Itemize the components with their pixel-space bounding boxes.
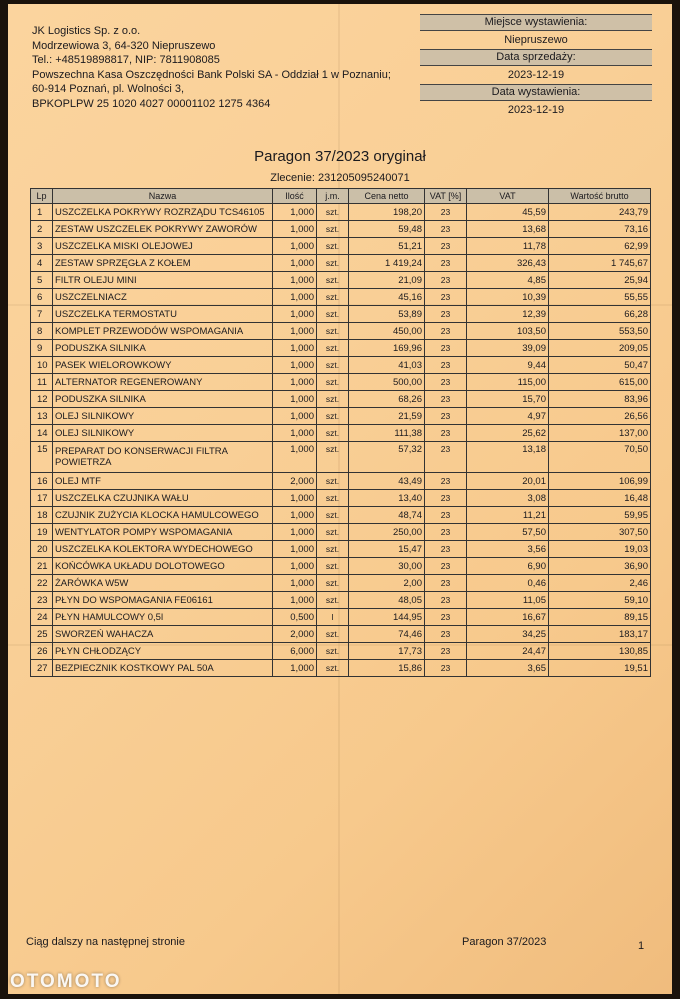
cell-lp: 4 <box>31 255 53 272</box>
cell-lp: 10 <box>31 357 53 374</box>
cell-name: ŻARÓWKA W5W <box>53 575 273 592</box>
cell-name: PODUSZKA SILNIKA <box>53 340 273 357</box>
cell-rate: 23 <box>425 323 467 340</box>
cell-gross: 2,46 <box>549 575 651 592</box>
cell-unit: szt. <box>317 272 349 289</box>
table-row <box>31 490 651 507</box>
cell-lp: 8 <box>31 323 53 340</box>
cell-qty: 1,000 <box>273 272 317 289</box>
cell-net: 51,21 <box>349 238 425 255</box>
cell-gross: 615,00 <box>549 374 651 391</box>
cell-name: USZCZELKA POKRYWY ROZRZĄDU TCS46105 <box>53 204 273 221</box>
cell-qty: 1,000 <box>273 340 317 357</box>
continued-note: Ciąg dalszy na następnej stronie <box>26 936 185 948</box>
table-row <box>31 473 651 490</box>
cell-lp: 13 <box>31 408 53 425</box>
issue-date-value: 2023-12-19 <box>507 104 565 116</box>
cell-unit: szt. <box>317 473 349 490</box>
cell-name: SWORZEŃ WAHACZA <box>53 626 273 643</box>
cell-rate: 23 <box>425 306 467 323</box>
cell-rate: 23 <box>425 507 467 524</box>
cell-gross: 243,79 <box>549 204 651 221</box>
cell-net: 45,16 <box>349 289 425 306</box>
cell-gross: 26,56 <box>549 408 651 425</box>
cell-gross: 62,99 <box>549 238 651 255</box>
cell-gross: 307,50 <box>549 524 651 541</box>
cell-gross: 106,99 <box>549 473 651 490</box>
cell-vat: 20,01 <box>467 473 549 490</box>
cell-rate: 23 <box>425 204 467 221</box>
cell-unit: szt. <box>317 626 349 643</box>
table-row <box>31 592 651 609</box>
cell-unit: szt. <box>317 408 349 425</box>
table-row <box>31 340 651 357</box>
cell-name: OLEJ SILNIKOWY <box>53 425 273 442</box>
cell-lp: 2 <box>31 221 53 238</box>
cell-rate: 23 <box>425 272 467 289</box>
cell-unit: szt. <box>317 442 349 473</box>
cell-name: USZCZELKA CZUJNIKA WAŁU <box>53 490 273 507</box>
cell-qty: 1,000 <box>273 204 317 221</box>
cell-net: 41,03 <box>349 357 425 374</box>
cell-unit: l <box>317 609 349 626</box>
cell-qty: 2,000 <box>273 626 317 643</box>
cell-qty: 1,000 <box>273 524 317 541</box>
cell-name: CZUJNIK ZUŻYCIA KLOCKA HAMULCOWEGO <box>53 507 273 524</box>
cell-net: 13,40 <box>349 490 425 507</box>
cell-rate: 23 <box>425 558 467 575</box>
cell-vat: 57,50 <box>467 524 549 541</box>
cell-gross: 19,03 <box>549 541 651 558</box>
cell-unit: szt. <box>317 221 349 238</box>
sale-date-value: 2023-12-19 <box>507 69 565 81</box>
cell-lp: 12 <box>31 391 53 408</box>
cell-vat: 15,70 <box>467 391 549 408</box>
cell-rate: 23 <box>425 357 467 374</box>
table-row <box>31 541 651 558</box>
cell-gross: 1 745,67 <box>549 255 651 272</box>
cell-gross: 50,47 <box>549 357 651 374</box>
table-row <box>31 442 651 473</box>
table-row <box>31 255 651 272</box>
cell-net: 21,59 <box>349 408 425 425</box>
footer-doc-ref: Paragon 37/2023 <box>462 936 547 948</box>
cell-name: USZCZELKA TERMOSTATU <box>53 306 273 323</box>
cell-name: ZESTAW USZCZELEK POKRYWY ZAWORÓW <box>53 221 273 238</box>
cell-qty: 1,000 <box>273 592 317 609</box>
table-row <box>31 425 651 442</box>
table-row <box>31 306 651 323</box>
cell-unit: szt. <box>317 289 349 306</box>
otomoto-watermark: OTOMOTO <box>10 971 122 992</box>
cell-name: PREPARAT DO KONSERWACJI FILTRA POWIETRZA <box>53 442 273 473</box>
page-number: 1 <box>638 940 645 952</box>
cell-qty: 0,500 <box>273 609 317 626</box>
cell-vat: 16,67 <box>467 609 549 626</box>
cell-vat: 11,21 <box>467 507 549 524</box>
cell-name: KOMPLET PRZEWODÓW WSPOMAGANIA <box>53 323 273 340</box>
table-row <box>31 575 651 592</box>
table-row <box>31 626 651 643</box>
cell-lp: 27 <box>31 660 53 677</box>
header-qty: Ilość <box>273 189 317 204</box>
cell-vat: 25,62 <box>467 425 549 442</box>
table-row <box>31 357 651 374</box>
cell-gross: 59,10 <box>549 592 651 609</box>
cell-gross: 73,16 <box>549 221 651 238</box>
cell-qty: 1,000 <box>273 323 317 340</box>
cell-rate: 23 <box>425 221 467 238</box>
issue-date-label: Data wystawienia: <box>420 84 652 101</box>
order-number: Zlecenie: 231205095240071 <box>270 172 410 184</box>
cell-unit: szt. <box>317 374 349 391</box>
cell-net: 250,00 <box>349 524 425 541</box>
cell-lp: 19 <box>31 524 53 541</box>
cell-name: USZCZELKA KOLEKTORA WYDECHOWEGO <box>53 541 273 558</box>
cell-qty: 1,000 <box>273 558 317 575</box>
cell-gross: 25,94 <box>549 272 651 289</box>
cell-lp: 3 <box>31 238 53 255</box>
cell-qty: 1,000 <box>273 660 317 677</box>
cell-gross: 16,48 <box>549 490 651 507</box>
cell-rate: 23 <box>425 408 467 425</box>
cell-unit: szt. <box>317 425 349 442</box>
cell-lp: 9 <box>31 340 53 357</box>
cell-name: ALTERNATOR REGENEROWANY <box>53 374 273 391</box>
header-lp: Lp <box>31 189 53 204</box>
cell-vat: 12,39 <box>467 306 549 323</box>
cell-vat: 3,65 <box>467 660 549 677</box>
cell-rate: 23 <box>425 255 467 272</box>
cell-qty: 1,000 <box>273 575 317 592</box>
cell-gross: 137,00 <box>549 425 651 442</box>
cell-name: BEZPIECZNIK KOSTKOWY PAL 50A <box>53 660 273 677</box>
cell-lp: 6 <box>31 289 53 306</box>
table-header-row <box>31 189 651 204</box>
cell-qty: 1,000 <box>273 255 317 272</box>
cell-vat: 3,08 <box>467 490 549 507</box>
seller-address: Modrzewiowa 3, 64-320 Niepruszewo <box>32 39 216 52</box>
cell-qty: 1,000 <box>273 238 317 255</box>
cell-vat: 326,43 <box>467 255 549 272</box>
cell-rate: 23 <box>425 609 467 626</box>
cell-unit: szt. <box>317 643 349 660</box>
seller-contact: Tel.: +48519898817, NIP: 7811908085 <box>32 54 220 66</box>
cell-rate: 23 <box>425 490 467 507</box>
cell-unit: szt. <box>317 238 349 255</box>
cell-net: 198,20 <box>349 204 425 221</box>
cell-net: 450,00 <box>349 323 425 340</box>
cell-qty: 1,000 <box>273 507 317 524</box>
cell-vat: 10,39 <box>467 289 549 306</box>
cell-lp: 21 <box>31 558 53 575</box>
cell-vat: 103,50 <box>467 323 549 340</box>
cell-vat: 115,00 <box>467 374 549 391</box>
cell-lp: 5 <box>31 272 53 289</box>
cell-net: 74,46 <box>349 626 425 643</box>
cell-rate: 23 <box>425 592 467 609</box>
cell-lp: 7 <box>31 306 53 323</box>
header-vat: VAT <box>467 189 549 204</box>
table-row <box>31 660 651 677</box>
cell-qty: 1,000 <box>273 442 317 473</box>
cell-net: 30,00 <box>349 558 425 575</box>
cell-rate: 23 <box>425 425 467 442</box>
cell-qty: 1,000 <box>273 221 317 238</box>
cell-qty: 1,000 <box>273 306 317 323</box>
cell-gross: 66,28 <box>549 306 651 323</box>
cell-rate: 23 <box>425 626 467 643</box>
cell-unit: szt. <box>317 255 349 272</box>
cell-gross: 83,96 <box>549 391 651 408</box>
cell-rate: 23 <box>425 643 467 660</box>
cell-gross: 70,50 <box>549 442 651 473</box>
cell-rate: 23 <box>425 660 467 677</box>
cell-gross: 36,90 <box>549 558 651 575</box>
cell-lp: 20 <box>31 541 53 558</box>
cell-qty: 1,000 <box>273 391 317 408</box>
cell-lp: 18 <box>31 507 53 524</box>
cell-unit: szt. <box>317 660 349 677</box>
cell-net: 2,00 <box>349 575 425 592</box>
seller-name: JK Logistics Sp. z o.o. <box>32 25 141 37</box>
cell-unit: szt. <box>317 306 349 323</box>
cell-lp: 1 <box>31 204 53 221</box>
seller-bank-address: 60-914 Poznań, pl. Wolności 3, <box>32 83 185 95</box>
seller-block <box>32 24 391 111</box>
cell-vat: 11,78 <box>467 238 549 255</box>
cell-rate: 23 <box>425 391 467 408</box>
cell-unit: szt. <box>317 524 349 541</box>
table-row <box>31 323 651 340</box>
table-row <box>31 408 651 425</box>
cell-name: WENTYLATOR POMPY WSPOMAGANIA <box>53 524 273 541</box>
cell-vat: 13,68 <box>467 221 549 238</box>
cell-gross: 55,55 <box>549 289 651 306</box>
table-row <box>31 272 651 289</box>
cell-rate: 23 <box>425 524 467 541</box>
cell-net: 111,38 <box>349 425 425 442</box>
cell-qty: 6,000 <box>273 643 317 660</box>
cell-net: 500,00 <box>349 374 425 391</box>
cell-rate: 23 <box>425 289 467 306</box>
cell-rate: 23 <box>425 442 467 473</box>
cell-rate: 23 <box>425 541 467 558</box>
cell-name: PŁYN DO WSPOMAGANIA FE06161 <box>53 592 273 609</box>
cell-gross: 89,15 <box>549 609 651 626</box>
cell-name: PODUSZKA SILNIKA <box>53 391 273 408</box>
cell-name: OLEJ SILNIKOWY <box>53 408 273 425</box>
table-row <box>31 391 651 408</box>
cell-qty: 1,000 <box>273 374 317 391</box>
cell-lp: 16 <box>31 473 53 490</box>
cell-net: 59,48 <box>349 221 425 238</box>
cell-lp: 26 <box>31 643 53 660</box>
cell-lp: 22 <box>31 575 53 592</box>
seller-bank: Powszechna Kasa Oszczędności Bank Polski SA - Oddział 1 w Poznaniu; <box>32 68 391 81</box>
cell-net: 144,95 <box>349 609 425 626</box>
cell-lp: 11 <box>31 374 53 391</box>
cell-gross: 130,85 <box>549 643 651 660</box>
cell-qty: 1,000 <box>273 408 317 425</box>
header-net: Cena netto <box>349 189 425 204</box>
cell-gross: 553,50 <box>549 323 651 340</box>
cell-vat: 4,97 <box>467 408 549 425</box>
cell-lp: 15 <box>31 442 53 473</box>
receipt-paper <box>8 4 672 994</box>
cell-vat: 6,90 <box>467 558 549 575</box>
cell-rate: 23 <box>425 238 467 255</box>
cell-gross: 209,05 <box>549 340 651 357</box>
cell-qty: 2,000 <box>273 473 317 490</box>
table-row <box>31 374 651 391</box>
cell-net: 169,96 <box>349 340 425 357</box>
cell-vat: 34,25 <box>467 626 549 643</box>
cell-vat: 39,09 <box>467 340 549 357</box>
cell-name: USZCZELKA MISKI OLEJOWEJ <box>53 238 273 255</box>
cell-net: 48,74 <box>349 507 425 524</box>
cell-unit: szt. <box>317 558 349 575</box>
header-name: Nazwa <box>53 189 273 204</box>
cell-lp: 24 <box>31 609 53 626</box>
cell-rate: 23 <box>425 473 467 490</box>
cell-lp: 14 <box>31 425 53 442</box>
cell-name: PASEK WIELOROWKOWY <box>53 357 273 374</box>
seller-account: BPKOPLPW 25 1020 4027 00001102 1275 4364 <box>32 97 271 110</box>
cell-unit: szt. <box>317 592 349 609</box>
cell-lp: 25 <box>31 626 53 643</box>
cell-vat: 45,59 <box>467 204 549 221</box>
cell-name: PŁYN CHŁODZĄCY <box>53 643 273 660</box>
table-row <box>31 507 651 524</box>
cell-vat: 24,47 <box>467 643 549 660</box>
cell-unit: szt. <box>317 575 349 592</box>
table-row <box>31 221 651 238</box>
cell-vat: 11,05 <box>467 592 549 609</box>
cell-lp: 23 <box>31 592 53 609</box>
cell-name: PŁYN HAMULCOWY 0,5l <box>53 609 273 626</box>
cell-net: 15,47 <box>349 541 425 558</box>
cell-unit: szt. <box>317 507 349 524</box>
cell-gross: 183,17 <box>549 626 651 643</box>
cell-qty: 1,000 <box>273 289 317 306</box>
table-row <box>31 289 651 306</box>
cell-qty: 1,000 <box>273 357 317 374</box>
table-row <box>31 609 651 626</box>
cell-vat: 3,56 <box>467 541 549 558</box>
cell-gross: 59,95 <box>549 507 651 524</box>
document-title: Paragon 37/2023 oryginał <box>254 148 426 165</box>
cell-vat: 9,44 <box>467 357 549 374</box>
place-value: Niepruszewo <box>504 34 568 46</box>
cell-net: 17,73 <box>349 643 425 660</box>
cell-unit: szt. <box>317 541 349 558</box>
header-gross: Wartość brutto <box>549 189 651 204</box>
cell-net: 68,26 <box>349 391 425 408</box>
cell-vat: 4,85 <box>467 272 549 289</box>
cell-vat: 13,18 <box>467 442 549 473</box>
header-unit: j.m. <box>317 189 349 204</box>
cell-qty: 1,000 <box>273 425 317 442</box>
cell-net: 43,49 <box>349 473 425 490</box>
header-vat-rate: VAT [%] <box>425 189 467 204</box>
cell-net: 48,05 <box>349 592 425 609</box>
table-row <box>31 643 651 660</box>
cell-unit: szt. <box>317 340 349 357</box>
cell-qty: 1,000 <box>273 541 317 558</box>
cell-rate: 23 <box>425 575 467 592</box>
cell-net: 1 419,24 <box>349 255 425 272</box>
cell-unit: szt. <box>317 391 349 408</box>
table-row <box>31 204 651 221</box>
cell-name: ZESTAW SPRZĘGŁA Z KOŁEM <box>53 255 273 272</box>
cell-net: 57,32 <box>349 442 425 473</box>
cell-name: FILTR OLEJU MINI <box>53 272 273 289</box>
table-row <box>31 558 651 575</box>
cell-unit: szt. <box>317 490 349 507</box>
cell-unit: szt. <box>317 204 349 221</box>
cell-name: OLEJ MTF <box>53 473 273 490</box>
cell-lp: 17 <box>31 490 53 507</box>
cell-vat: 0,46 <box>467 575 549 592</box>
cell-gross: 19,51 <box>549 660 651 677</box>
cell-unit: szt. <box>317 323 349 340</box>
cell-qty: 1,000 <box>273 490 317 507</box>
cell-net: 53,89 <box>349 306 425 323</box>
table-row <box>31 524 651 541</box>
cell-unit: szt. <box>317 357 349 374</box>
cell-rate: 23 <box>425 340 467 357</box>
place-label: Miejsce wystawienia: <box>420 14 652 31</box>
document-meta <box>420 14 652 119</box>
cell-name: KOŃCÓWKA UKŁADU DOLOTOWEGO <box>53 558 273 575</box>
cell-net: 15,86 <box>349 660 425 677</box>
cell-net: 21,09 <box>349 272 425 289</box>
cell-rate: 23 <box>425 374 467 391</box>
cell-name: USZCZELNIACZ <box>53 289 273 306</box>
sale-date-label: Data sprzedaży: <box>420 49 652 66</box>
items-table <box>30 188 651 677</box>
table-row <box>31 238 651 255</box>
